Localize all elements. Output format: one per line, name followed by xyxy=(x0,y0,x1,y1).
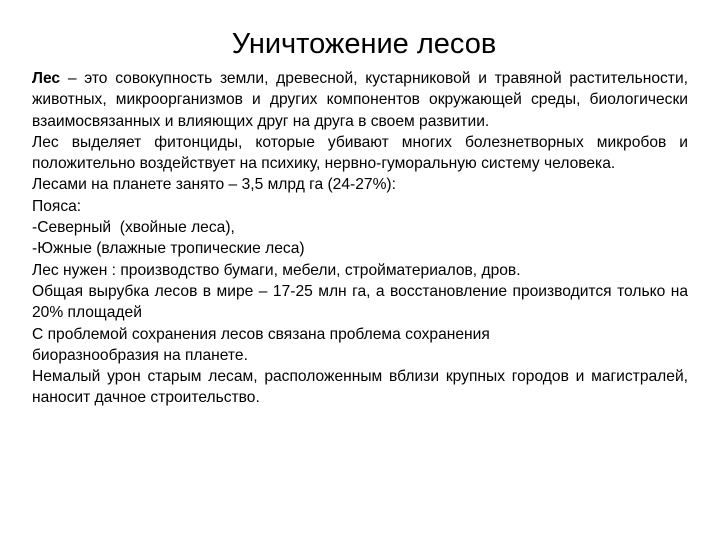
biodiversity-line-1: С проблемой сохранения лесов связана проблема сохранения xyxy=(32,325,490,343)
paragraph-uses: Лес нужен : производство бумаги, мебели, стройматериалов, дров. xyxy=(32,261,521,279)
paragraph-dacha-construction: Немалый урон старым лесам, расположенным вблизи крупных городов и магистралей, наносит дачное строительство. xyxy=(32,368,688,407)
paragraph-deforestation: Общая вырубка лесов в мире – 17-25 млн га, а восстановление производится только на 20% площадей xyxy=(32,282,688,322)
paragraph-definition xyxy=(32,68,688,132)
term-forest: Лес xyxy=(32,70,61,87)
paragraph-forest-area: Лесами на планете занято – 3,5 млрд га (24-27%): xyxy=(32,176,396,194)
paragraph-northern-belt: -Северный (хвойные леса), xyxy=(32,219,235,237)
paragraph-belts-heading: Пояса: xyxy=(32,197,82,215)
slide-title: Уничтожение лесов xyxy=(231,28,497,60)
definition-text: – это совокупность земли, древесной, кустарниковой и травяной растительности, животных, микроорганизмов и других компонентов окружающей среды, биологически взаимосвязанных и влияющих друг на друга в своем развитии. xyxy=(32,70,688,130)
paragraph-phytoncides: Лес выделяет фитонциды, которые убивают многих болезнетворных микробов и положительно воздействует на психику, нервно-гуморальную систему человека. xyxy=(32,133,688,173)
slide-body xyxy=(32,68,688,409)
paragraph-biodiversity xyxy=(32,324,688,367)
biodiversity-line-2: биоразнообразия на планете. xyxy=(32,346,248,364)
paragraph-southern-belt: -Южные (влажные тропические леса) xyxy=(32,240,305,258)
